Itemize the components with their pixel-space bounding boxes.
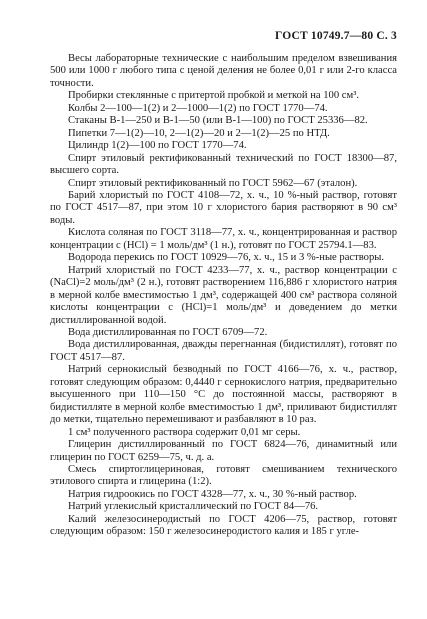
paragraph-flasks: Колбы 2—100—1(2) и 2—1000—1(2) по ГОСТ 1770—74.: [68, 102, 328, 114]
paragraph-sodium-sulfate: Натрий сернокислый безводный по ГОСТ 4166—76, х. ч., раствор, готовят следующим образом: 0,4440 г сернокислого натрия, предварительно высушенного при 110—150 °С до постоянной массы, растворяют в бидистилляте в мерной колбе вместимостью 1 дм³, приливают бидистиллят до метки, тщательно перемешивают и разбавляют в 10 раз.: [50, 364, 397, 426]
paragraph-cylinder: Цилиндр 1(2)—100 по ГОСТ 1770—74.: [68, 140, 247, 152]
paragraph-potassium-ferricyanide: Калий железосинеродистый по ГОСТ 4206—75, раствор, готовят следующим образом: 150 г железосинеродистого калия и 185 г угле-: [50, 513, 397, 538]
body-text: [50, 53, 397, 539]
paragraph-bidistillate: Вода дистиллированная, дважды перегнанная (бидистиллят), готовят по ГОСТ 4517—87.: [50, 339, 397, 363]
paragraph-technical-ethanol: Спирт этиловый ректификованный технический по ГОСТ 18300—87, высшего сорта.: [50, 152, 397, 177]
running-header: ГОСТ 10749.7—80 С. 3: [274, 30, 397, 42]
paragraph-hydrochloric-acid: Кислота соляная по ГОСТ 3118—77, х. ч., концентрированная и раствор концентрации с (HCl) = 1 моль/дм³ (1 н.), готовят по ГОСТ 25794.1—83.: [50, 227, 397, 251]
paragraph-test-tubes: Пробирки стеклянные с притертой пробкой и меткой на 100 см³.: [68, 90, 360, 102]
paragraph-alcohol-glycerin-mix: Смесь спиртоглицериновая, готовят смешиванием технического этилового спирта и глицерина (1:2).: [50, 463, 397, 488]
paragraph-beakers: Стаканы В-1—250 и В-1—50 (или В-1—100) по ГОСТ 25336—82.: [68, 115, 368, 127]
paragraph-sulfur-content: 1 см³ полученного раствора содержит 0,01 мг серы.: [68, 426, 301, 438]
paragraph-pipettes: Пипетки 7—1(2)—10, 2—1(2)—20 и 2—1(2)—25 по НТД.: [68, 127, 330, 139]
paragraph-hydrogen-peroxide: Водорода перекись по ГОСТ 10929—76, х. ч., 15 и 3 %-ные растворы.: [68, 252, 385, 264]
paragraph-glycerin: Глицерин дистиллированный по ГОСТ 6824—76, динамитный или глицерин по ГОСТ 6259—75, ч. д. а.: [50, 439, 397, 463]
paragraph-sodium-chloride: Натрий хлористый по ГОСТ 4233—77, х. ч., раствор концентрации с (NaCl)=2 моль/дм³ (2 н.), готовят растворением 116,886 г хлористого натрия в мерной колбе вместимостью 1 дм³, содержащей 400 см³ раствора соляной кислоты концентрации с (HCl)=1 моль/дм³ и доведением до метки дистиллированной водой.: [50, 264, 397, 326]
paragraph-reference-ethanol: Спирт этиловый ректификованный по ГОСТ 5962—67 (эталон).: [68, 177, 358, 189]
paragraph-sodium-carbonate: Натрий углекислый кристаллический по ГОСТ 84—76.: [68, 501, 319, 513]
paragraph-balance: Весы лабораторные технические с наибольшим пределом взвешивания 500 или 1000 г любого типа с ценой деления не более 0,01 г или 2-го класса точности.: [50, 53, 397, 89]
paragraph-distilled-water: Вода дистиллированная по ГОСТ 6709—72.: [68, 326, 268, 338]
paragraph-sodium-hydroxide: Натрия гидроокись по ГОСТ 4328—77, х. ч., 30 %-ный раствор.: [68, 488, 357, 500]
paragraph-barium-chloride: Барий хлористый по ГОСТ 4108—72, х. ч., 10 %-ный раствор, готовят по ГОСТ 4517—87, при этом 10 г хлористого бария растворяют в 90 см³ воды.: [50, 189, 397, 226]
